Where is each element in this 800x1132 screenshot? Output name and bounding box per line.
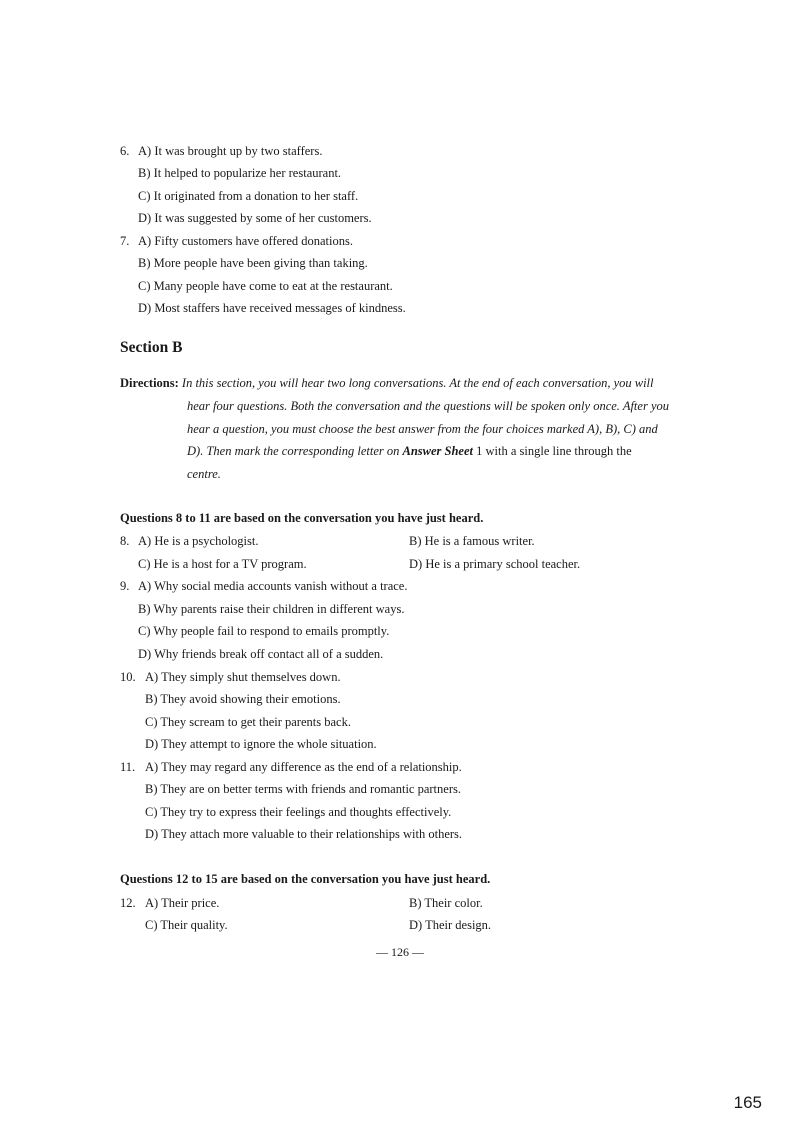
question-number: 9.: [120, 579, 130, 593]
option-c: C) Why people fail to respond to emails promptly.: [138, 624, 390, 638]
section-title: Section B: [120, 339, 183, 356]
option-c: C) He is a host for a TV program.: [138, 557, 307, 571]
option-c: C) Many people have come to eat at the restaurant.: [138, 279, 393, 293]
option-a: A) It was brought up by two staffers.: [138, 144, 323, 158]
question-number: 10.: [120, 670, 136, 684]
directions-text-4a: D). Then mark the corresponding letter on: [187, 444, 403, 458]
option-b: B) He is a famous writer.: [409, 534, 535, 548]
question-number: 7.: [120, 234, 130, 248]
corner-page-number: 165: [733, 1093, 762, 1112]
page-number: — 126 —: [376, 945, 424, 959]
directions-line-5: centre.: [187, 467, 221, 481]
option-b: B) Their color.: [409, 896, 483, 910]
option-b: B) Why parents raise their children in different ways.: [138, 602, 405, 616]
option-c: C) They scream to get their parents back.: [145, 715, 351, 729]
directions-text-4b: 1 with a single line through the: [473, 444, 632, 458]
option-a: A) Fifty customers have offered donations.: [138, 234, 353, 248]
option-d: D) It was suggested by some of her customers.: [138, 211, 372, 225]
question-number: 12.: [120, 896, 136, 910]
option-d: D) Why friends break off contact all of a sudden.: [138, 647, 384, 661]
option-c: C) Their quality.: [145, 918, 228, 932]
option-a: A) Why social media accounts vanish without a trace.: [138, 579, 408, 593]
group-heading-8-11: Questions 8 to 11 are based on the conversation you have just heard.: [120, 511, 484, 525]
option-c: C) They try to express their feelings and thoughts effectively.: [145, 805, 452, 819]
directions-line-3: hear a question, you must choose the best answer from the four choices marked A), B), C) and: [187, 422, 658, 436]
question-number: 11.: [120, 760, 136, 774]
option-c: C) It originated from a donation to her staff.: [138, 189, 359, 203]
option-b: B) They are on better terms with friends and romantic partners.: [145, 782, 461, 796]
option-d: D) Most staffers have received messages of kindness.: [138, 301, 406, 315]
option-b: B) More people have been giving than taking.: [138, 256, 368, 270]
option-a: A) They may regard any difference as the end of a relationship.: [145, 760, 462, 774]
directions-line-2: hear four questions. Both the conversation and the questions will be spoken only once. After you: [187, 399, 669, 413]
directions-label: Directions:: [120, 376, 179, 390]
answer-sheet-label: Answer Sheet: [402, 444, 473, 458]
directions-text-1: In this section, you will hear two long conversations. At the end of each conversation, you will: [181, 376, 654, 390]
question-number: 6.: [120, 144, 130, 158]
option-d: D) Their design.: [409, 918, 492, 932]
option-a: A) He is a psychologist.: [138, 534, 259, 548]
option-b: B) It helped to popularize her restaurant.: [138, 166, 342, 180]
question-number: 8.: [120, 534, 130, 548]
group-heading-12-15: Questions 12 to 15 are based on the conversation you have just heard.: [120, 872, 491, 886]
directions-line-1: [120, 374, 654, 392]
option-d: D) They attempt to ignore the whole situation.: [145, 737, 377, 751]
directions-line-4: [187, 442, 632, 460]
option-a: A) Their price.: [145, 896, 220, 910]
option-d: D) He is a primary school teacher.: [409, 557, 581, 571]
option-a: A) They simply shut themselves down.: [145, 670, 341, 684]
option-b: B) They avoid showing their emotions.: [145, 692, 341, 706]
option-d: D) They attach more valuable to their relationships with others.: [145, 827, 463, 841]
